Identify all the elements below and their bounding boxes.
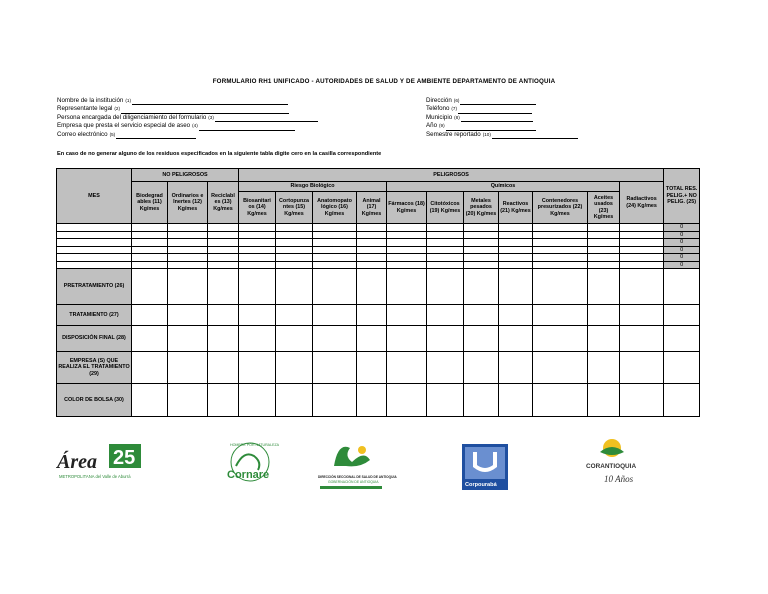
- label-disposicion-final: DISPOSICIÓN FINAL (28): [57, 326, 132, 352]
- svg-text:METROPOLITANA del Valle de Abu: METROPOLITANA del Valle de Aburrá: [59, 474, 131, 479]
- waste-table: [56, 168, 700, 417]
- col-reactivos: Reactivos (21) Kg/mes: [499, 192, 533, 224]
- area-metropolitana-logo: [55, 438, 145, 490]
- label-tratamiento: TRATAMIENTO (27): [57, 305, 132, 326]
- col-radiactivos: Radiactivos (24) Kg/mes: [620, 182, 664, 224]
- corpouraba-logo: [462, 444, 510, 490]
- total-cell: 0: [664, 261, 700, 269]
- fields-right: [426, 97, 626, 139]
- header-peligrosos: PELIGROSOS: [239, 169, 664, 182]
- col-animal: Animal (17) Kg/mes: [357, 192, 387, 224]
- label-empresa: EMPRESA (S) QUE REALIZA EL TRATAMIENTO (29): [57, 352, 132, 384]
- field-line[interactable]: [492, 133, 578, 139]
- col-citotoxicos: Citotóxicos (19) Kg/mes: [427, 192, 464, 224]
- field-correo[interactable]: Correo electrónico (5): [57, 131, 397, 139]
- field-line[interactable]: [458, 108, 532, 114]
- header-total: TOTAL RES. PELIG.+ NO PELIG. (25): [664, 169, 700, 224]
- field-semestre[interactable]: Semestre reportado (10): [426, 131, 626, 139]
- row-tratamiento[interactable]: [57, 305, 700, 326]
- month-row[interactable]: [57, 246, 700, 254]
- salud-antioquia-logo: [316, 438, 397, 492]
- header-no-peligrosos: NO PELIGROSOS: [132, 169, 239, 182]
- instruction-note: En caso de no generar alguno de los residuos especificados en la siguiente tabla digite cero en la casilla correspondiente: [57, 151, 382, 157]
- col-cortopunzantes: Cortopunza ntes (15) Kg/mes: [276, 192, 313, 224]
- month-row[interactable]: [57, 254, 700, 262]
- header-quimicos: Químicos: [387, 182, 620, 192]
- field-ano[interactable]: Año (9): [426, 122, 626, 130]
- svg-text:DIRECCIÓN SECCIONAL DE SALUD D: DIRECCIÓN SECCIONAL DE SALUD DE ANTIOQUIA: [318, 475, 397, 479]
- fields-left: [57, 97, 397, 139]
- col-biodegradables: Biodegrad ables (11) Kg/mes: [132, 182, 168, 224]
- svg-text:CORANTIOQUIA: CORANTIOQUIA: [586, 463, 637, 470]
- field-line[interactable]: [215, 116, 318, 122]
- month-row[interactable]: [57, 224, 700, 232]
- field-line[interactable]: [461, 116, 533, 122]
- svg-text:Corpourabá: Corpourabá: [465, 482, 497, 488]
- month-row[interactable]: [57, 261, 700, 269]
- field-direccion[interactable]: Dirección (6): [426, 97, 626, 105]
- field-line[interactable]: [116, 133, 196, 139]
- row-color-bolsa[interactable]: [57, 384, 700, 417]
- header-mes: MES: [57, 169, 132, 224]
- col-metales: Metales pesados (20) Kg/mes: [464, 192, 499, 224]
- total-cell: 0: [664, 224, 700, 232]
- total-cell: 0: [664, 239, 700, 247]
- col-farmacos: Fármacos (18) Kg/mes: [387, 192, 427, 224]
- field-representante[interactable]: Representante legal (2): [57, 105, 397, 113]
- label-color-bolsa: COLOR DE BOLSA (30): [57, 384, 132, 417]
- field-line[interactable]: [460, 99, 536, 105]
- svg-text:10 Años: 10 Años: [604, 474, 634, 484]
- form-title: FORMULARIO RH1 UNIFICADO - AUTORIDADES DE SALUD Y DE AMBIENTE DEPARTAMENTO DE ANTIOQUIA: [212, 78, 556, 85]
- field-empresa-aseo[interactable]: Empresa que presta el servicio especial de aseo (4): [57, 122, 397, 130]
- field-line[interactable]: [199, 125, 295, 131]
- cornare-logo: [222, 440, 278, 490]
- col-contenedores: Contenedores presurizados (22) Kg/mes: [533, 192, 588, 224]
- field-line[interactable]: [132, 99, 288, 105]
- field-institucion[interactable]: Nombre de la institución (1): [57, 97, 397, 105]
- svg-text:Área: Área: [57, 451, 97, 473]
- svg-text:HOMBRE POR NATURALEZA: HOMBRE POR NATURALEZA: [230, 443, 280, 447]
- col-reciclables: Reciclabl es (13) Kg/mes: [208, 182, 239, 224]
- label-pretratamiento: PRETRATAMIENTO (26): [57, 269, 132, 305]
- field-persona-encargada[interactable]: Persona encargada del diligenciamiento del formulario (3): [57, 114, 397, 122]
- col-anatomopatologico: Anatomopato lógico (16) Kg/mes: [313, 192, 357, 224]
- row-empresa[interactable]: [57, 352, 700, 384]
- total-cell: 0: [664, 246, 700, 254]
- month-row[interactable]: [57, 231, 700, 239]
- svg-text:25: 25: [113, 447, 136, 469]
- field-telefono[interactable]: Teléfono (7): [426, 105, 626, 113]
- row-disposicion-final[interactable]: [57, 326, 700, 352]
- svg-text:GOBERNACIÓN DE ANTIOQUIA: GOBERNACIÓN DE ANTIOQUIA: [328, 480, 379, 484]
- col-biosanitarios: Biosanitari os (14) Kg/mes: [239, 192, 276, 224]
- header-riesgo-biologico: Riesgo Biológico: [239, 182, 387, 192]
- row-pretratamiento[interactable]: [57, 269, 700, 305]
- col-ordinarios: Ordinarios e Inertes (12) Kg/mes: [168, 182, 208, 224]
- col-aceites: Aceites usados (23) Kg/mes: [588, 192, 620, 224]
- total-cell: 0: [664, 254, 700, 262]
- logos-strip: [0, 430, 768, 500]
- svg-text:Cornare: Cornare: [227, 469, 270, 481]
- corantioquia-logo: [584, 434, 644, 490]
- month-row[interactable]: [57, 239, 700, 247]
- field-municipio[interactable]: Municipio (8): [426, 114, 626, 122]
- total-cell: 0: [664, 231, 700, 239]
